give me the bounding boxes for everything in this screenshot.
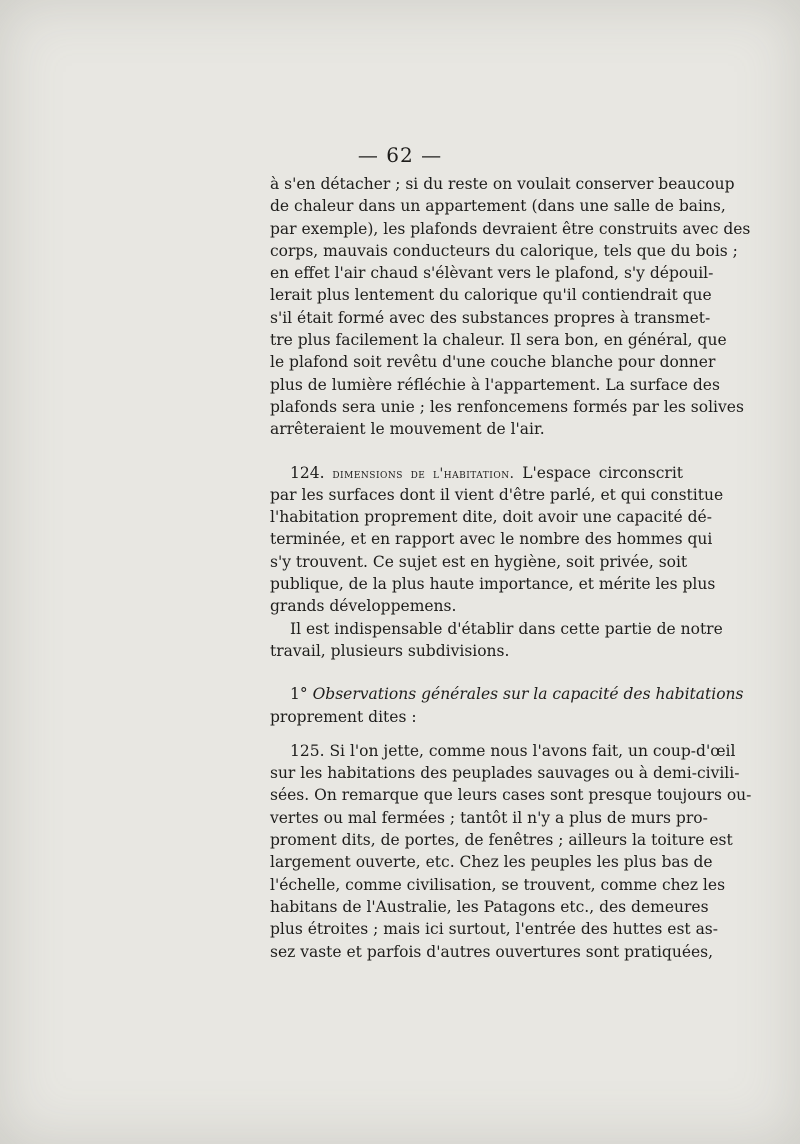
- text-line: le plafond soit revêtu d'une couche blanche pour donner: [270, 353, 716, 372]
- text-line: 125. Si l'on jette, comme nous l'avons fait, un coup-d'œil: [290, 741, 736, 760]
- text-line: proment dits, de portes, de fenêtres ; ailleurs la toiture est: [270, 831, 733, 850]
- text-line: publique, de la plus haute importance, et mérite les plus: [270, 575, 716, 594]
- text-line: tre plus facilement la chaleur. Il sera bon, en général, que: [270, 331, 727, 350]
- text-line: travail, plusieurs subdivisions.: [270, 641, 510, 660]
- subheading-number: 1°: [290, 685, 308, 704]
- text-line: terminée, et en rapport avec le nombre des hommes qui: [270, 530, 713, 549]
- subheading-title: Observations générales sur la capacité des habitations: [312, 685, 744, 704]
- text-line: l'habitation proprement dite, doit avoir une capacité dé-: [270, 508, 712, 527]
- text-line: Il est indispensable d'établir dans cette partie de notre: [290, 619, 723, 638]
- text-line: vertes ou mal fermées ; tantôt il n'y a plus de murs pro-: [270, 808, 708, 827]
- text-line: par exemple), les plafonds devraient être construits avec des: [270, 219, 751, 238]
- section-number: 124.: [290, 463, 325, 482]
- text-line: en effet l'air chaud s'élèvant vers le plafond, s'y dépouil-: [270, 264, 714, 283]
- section-124: [270, 462, 724, 618]
- subheading-rest: proprement dites :: [270, 707, 417, 726]
- text-line: s'y trouvent. Ce sujet est en hygiène, soit privée, soit: [270, 552, 688, 571]
- text-line: s'il était formé avec des substances propres à transmet-: [270, 308, 711, 327]
- text-line: à s'en détacher ; si du reste on voulait conserver beaucoup: [270, 175, 735, 193]
- text-line: l'échelle, comme civilisation, se trouvent, comme chez les: [270, 875, 726, 894]
- text-line: arrêteraient le mouvement de l'air.: [270, 420, 545, 439]
- paragraph-gap: [270, 441, 683, 462]
- text-line: de chaleur dans un appartement (dans une salle de bains,: [270, 197, 726, 216]
- text-line: largement ouverte, etc. Chez les peuples les plus bas de: [270, 853, 713, 872]
- text-line: habitans de l'Australie, les Patagons etc., des demeures: [270, 897, 709, 916]
- body-text: [270, 173, 752, 963]
- paragraph-gap: [270, 662, 683, 683]
- section-heading-line: [270, 462, 683, 484]
- text-line: plus de lumière réfléchie à l'appartement. La surface des: [270, 375, 720, 394]
- text-line: corps, mauvais conducteurs du calorique, tels que du bois ;: [270, 241, 738, 260]
- text-line: par les surfaces dont il vient d'être parlé, et qui constitue: [270, 485, 724, 504]
- section-heading-rest: L'espace circonscrit: [522, 463, 684, 482]
- page-number: — 62 —: [357, 143, 443, 167]
- text-line: sez vaste et parfois d'autres ouvertures sont pratiquées,: [270, 942, 714, 961]
- section-125: [270, 740, 752, 963]
- section-heading: dimensions de l'habitation.: [332, 465, 515, 482]
- text-line: sées. On remarque que leurs cases sont presque toujours ou-: [270, 786, 752, 805]
- paragraph-indispensable: [270, 618, 723, 663]
- paragraph-ceiling: [270, 173, 751, 441]
- subheading: [270, 683, 744, 728]
- paragraph-gap: [270, 728, 683, 740]
- text-line: grands développemens.: [270, 597, 457, 616]
- text-line: plus étroites ; mais ici surtout, l'entrée des huttes est as-: [270, 920, 719, 939]
- subheading-line: [270, 683, 744, 705]
- text-line: lerait plus lentement du calorique qu'il contiendrait que: [270, 286, 712, 305]
- text-line: sur les habitations des peuplades sauvages ou à demi-civili-: [270, 764, 740, 783]
- text-line: plafonds sera unie ; les renfoncemens formés par les solives: [270, 397, 744, 416]
